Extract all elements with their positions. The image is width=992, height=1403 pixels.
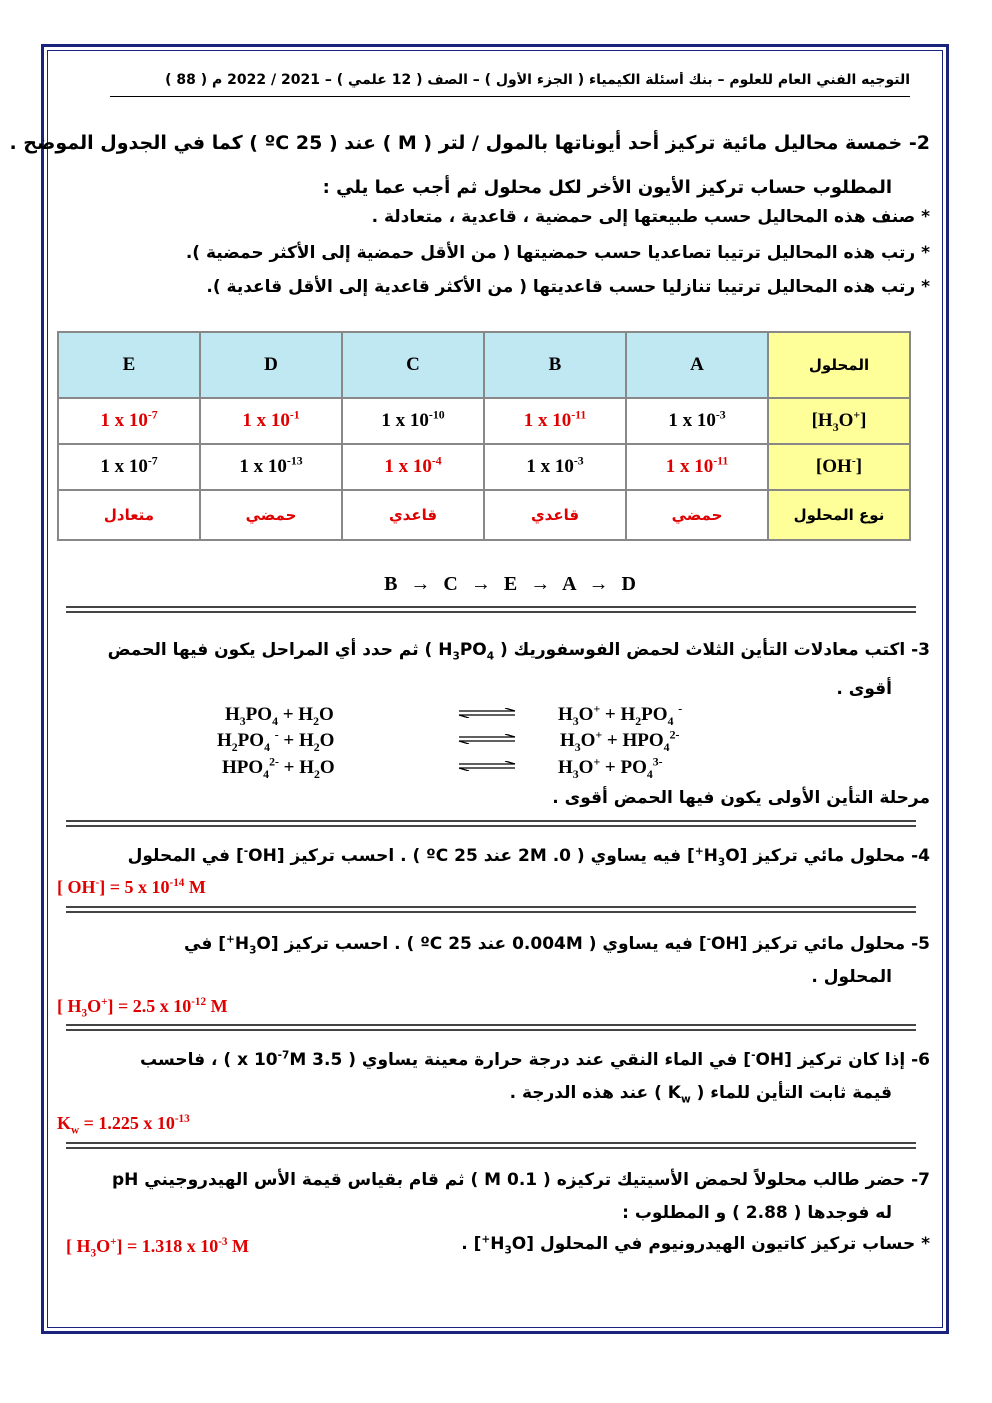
row-label-solution: المحلول xyxy=(768,332,910,398)
q3-line1: 3- اكتب معادلات التأين الثلاث لحمض الفوسفوريك ( $H_3PO_4$ ) ثم حدد أي المراحل يكون فيها الحمض xyxy=(107,640,930,663)
basicity-order: B → C → E → A → D xyxy=(384,573,636,595)
q7-line1: 7- حضر طالب محلولاً لحمض الأسيتيك تركيزه ( 0.1 M ) ثم قام بقياس قيمة الأس الهيدروجيني pH xyxy=(111,1170,930,1190)
q7-line3: * حساب تركيز كاتيون الهيدرونيوم في المحلول $[H_3O^+]$ . xyxy=(461,1233,930,1257)
eq3-right: $H_3O^+ + PO_4^{3-}$ xyxy=(558,755,663,781)
q3-answer: مرحلة التأين الأولى يكون فيها الحمض أقوى . xyxy=(552,788,930,808)
separator xyxy=(66,606,916,613)
q2-line1: 2- خمسة محاليل مائية تركيز أحد أيوناتها بالمول / لتر ( M ) عند ( 25 ºC ) كما في الجدول الموضح . xyxy=(9,132,930,154)
q4-answer: [ OH-] = 5 x $10^{-14}$ M xyxy=(57,877,206,897)
q5-line1: 5- محلول مائي تركيز [OH-] فيه يساوي ( 0.004M عند 25 ºC ) . احسب تركيز $[H_3O^+]$ في xyxy=(184,933,930,957)
eq2-left: $H_2PO_4$ $^- + H_2O$ xyxy=(217,728,335,754)
q7-line2: له فوجدها ( 2.88 ) و المطلوب : xyxy=(622,1203,892,1223)
eq1-right: $H_3O^+ + H_2PO_4$ - xyxy=(558,702,683,728)
row-label-h3o: $[H_3O^+]$ xyxy=(768,398,910,444)
q7-answer: [ $H_3O^+] = 1.318$ x $10^{-3}$ M xyxy=(66,1236,250,1260)
solutions-table xyxy=(57,331,911,541)
separator xyxy=(66,906,916,913)
type-d: حمضي xyxy=(200,490,342,540)
oh-a: 1 x $10^{-11}$ xyxy=(626,444,768,490)
oh-e: 1 x $10^{-7}$ xyxy=(58,444,200,490)
q2-bullet3: * رتب هذه المحاليل ترتيبا تنازليا حسب قاعديتها ( من الأكثر قاعدية إلى الأقل قاعدية ). xyxy=(206,277,930,297)
page-header: التوجيه الفني العام للعلوم – بنك أسئلة الكيمياء ( الجزء الأول ) – الصف ( 12 علمي ) – 2021 / 2022 م ( 88 ) xyxy=(165,72,910,88)
h3o-d: 1 x $10^{-1}$ xyxy=(200,398,342,444)
q2-bullet1: * صنف هذه المحاليل حسب طبيعتها إلى حمضية ، قاعدية ، متعادلة . xyxy=(371,207,930,227)
h3o-c: 1 x $10^{-10}$ xyxy=(342,398,484,444)
q6-line1: 6- إذا كان تركيز [OH-] في الماء النقي عند درجة حرارة معينة يساوي ( 3.5 x $10^{-7}M$ ) ، فاحسب xyxy=(140,1049,930,1070)
oh-b: 1 x $10^{-3}$ xyxy=(484,444,626,490)
separator xyxy=(66,820,916,827)
type-e: متعادل xyxy=(58,490,200,540)
row-label-oh: [OH-] xyxy=(768,444,910,490)
oh-c: 1 x $10^{-4}$ xyxy=(342,444,484,490)
page-border-inner xyxy=(47,50,943,1328)
q5-answer: [ $H_3O^+] = 2.5$ x $10^{-12}$ M xyxy=(57,996,228,1020)
col-header-e: E xyxy=(58,332,200,398)
type-b: قاعدي xyxy=(484,490,626,540)
oh-d: 1 x $10^{-13}$ xyxy=(200,444,342,490)
q2-bullet2: * رتب هذه المحاليل ترتيبا تصاعديا حسب حمضيتها ( من الأقل حمضية إلى الأكثر حمضية ). xyxy=(185,243,930,263)
q4-text: 4- محلول مائي تركيز $[H_3O^+]$ فيه يساوي ( 0. 2M عند 25 ºC ) . احسب تركيز [OH-] في المحلول xyxy=(127,845,930,869)
h3o-e: 1 x $10^{-7}$ xyxy=(58,398,200,444)
h3o-b: 1 x $10^{-11}$ xyxy=(484,398,626,444)
header-underline xyxy=(110,96,910,97)
q2-line2: المطلوب حساب تركيز الأيون الأخر لكل محلول ثم أجب عما يلي : xyxy=(322,177,892,198)
q5-line2: المحلول . xyxy=(811,967,892,987)
eq1-left: $H_3PO_4 + H_2O$ xyxy=(225,704,334,728)
equilibrium-arrow-icon xyxy=(457,734,517,744)
equilibrium-arrow-icon xyxy=(457,708,517,718)
type-c: قاعدي xyxy=(342,490,484,540)
equilibrium-arrow-icon xyxy=(457,761,517,771)
separator xyxy=(66,1024,916,1031)
eq3-left: $HPO_4^{2-} + H_2O$ xyxy=(222,755,335,781)
q6-line2: قيمة ثابت التأين للماء ( $K_w$ ) عند هذه الدرجة . xyxy=(509,1083,892,1106)
col-header-c: C xyxy=(342,332,484,398)
row-label-type: نوع المحلول xyxy=(768,490,910,540)
col-header-a: A xyxy=(626,332,768,398)
type-a: حمضي xyxy=(626,490,768,540)
h3o-a: 1 x $10^{-3}$ xyxy=(626,398,768,444)
q3-line2: أقوى . xyxy=(836,679,892,699)
col-header-b: B xyxy=(484,332,626,398)
eq2-right: $H_3O^+ + HPO_4^{2-}$ xyxy=(560,728,680,754)
separator xyxy=(66,1142,916,1149)
q6-answer: $K_w = 1.225$ x $10^{-13}$ xyxy=(57,1113,190,1137)
col-header-d: D xyxy=(200,332,342,398)
